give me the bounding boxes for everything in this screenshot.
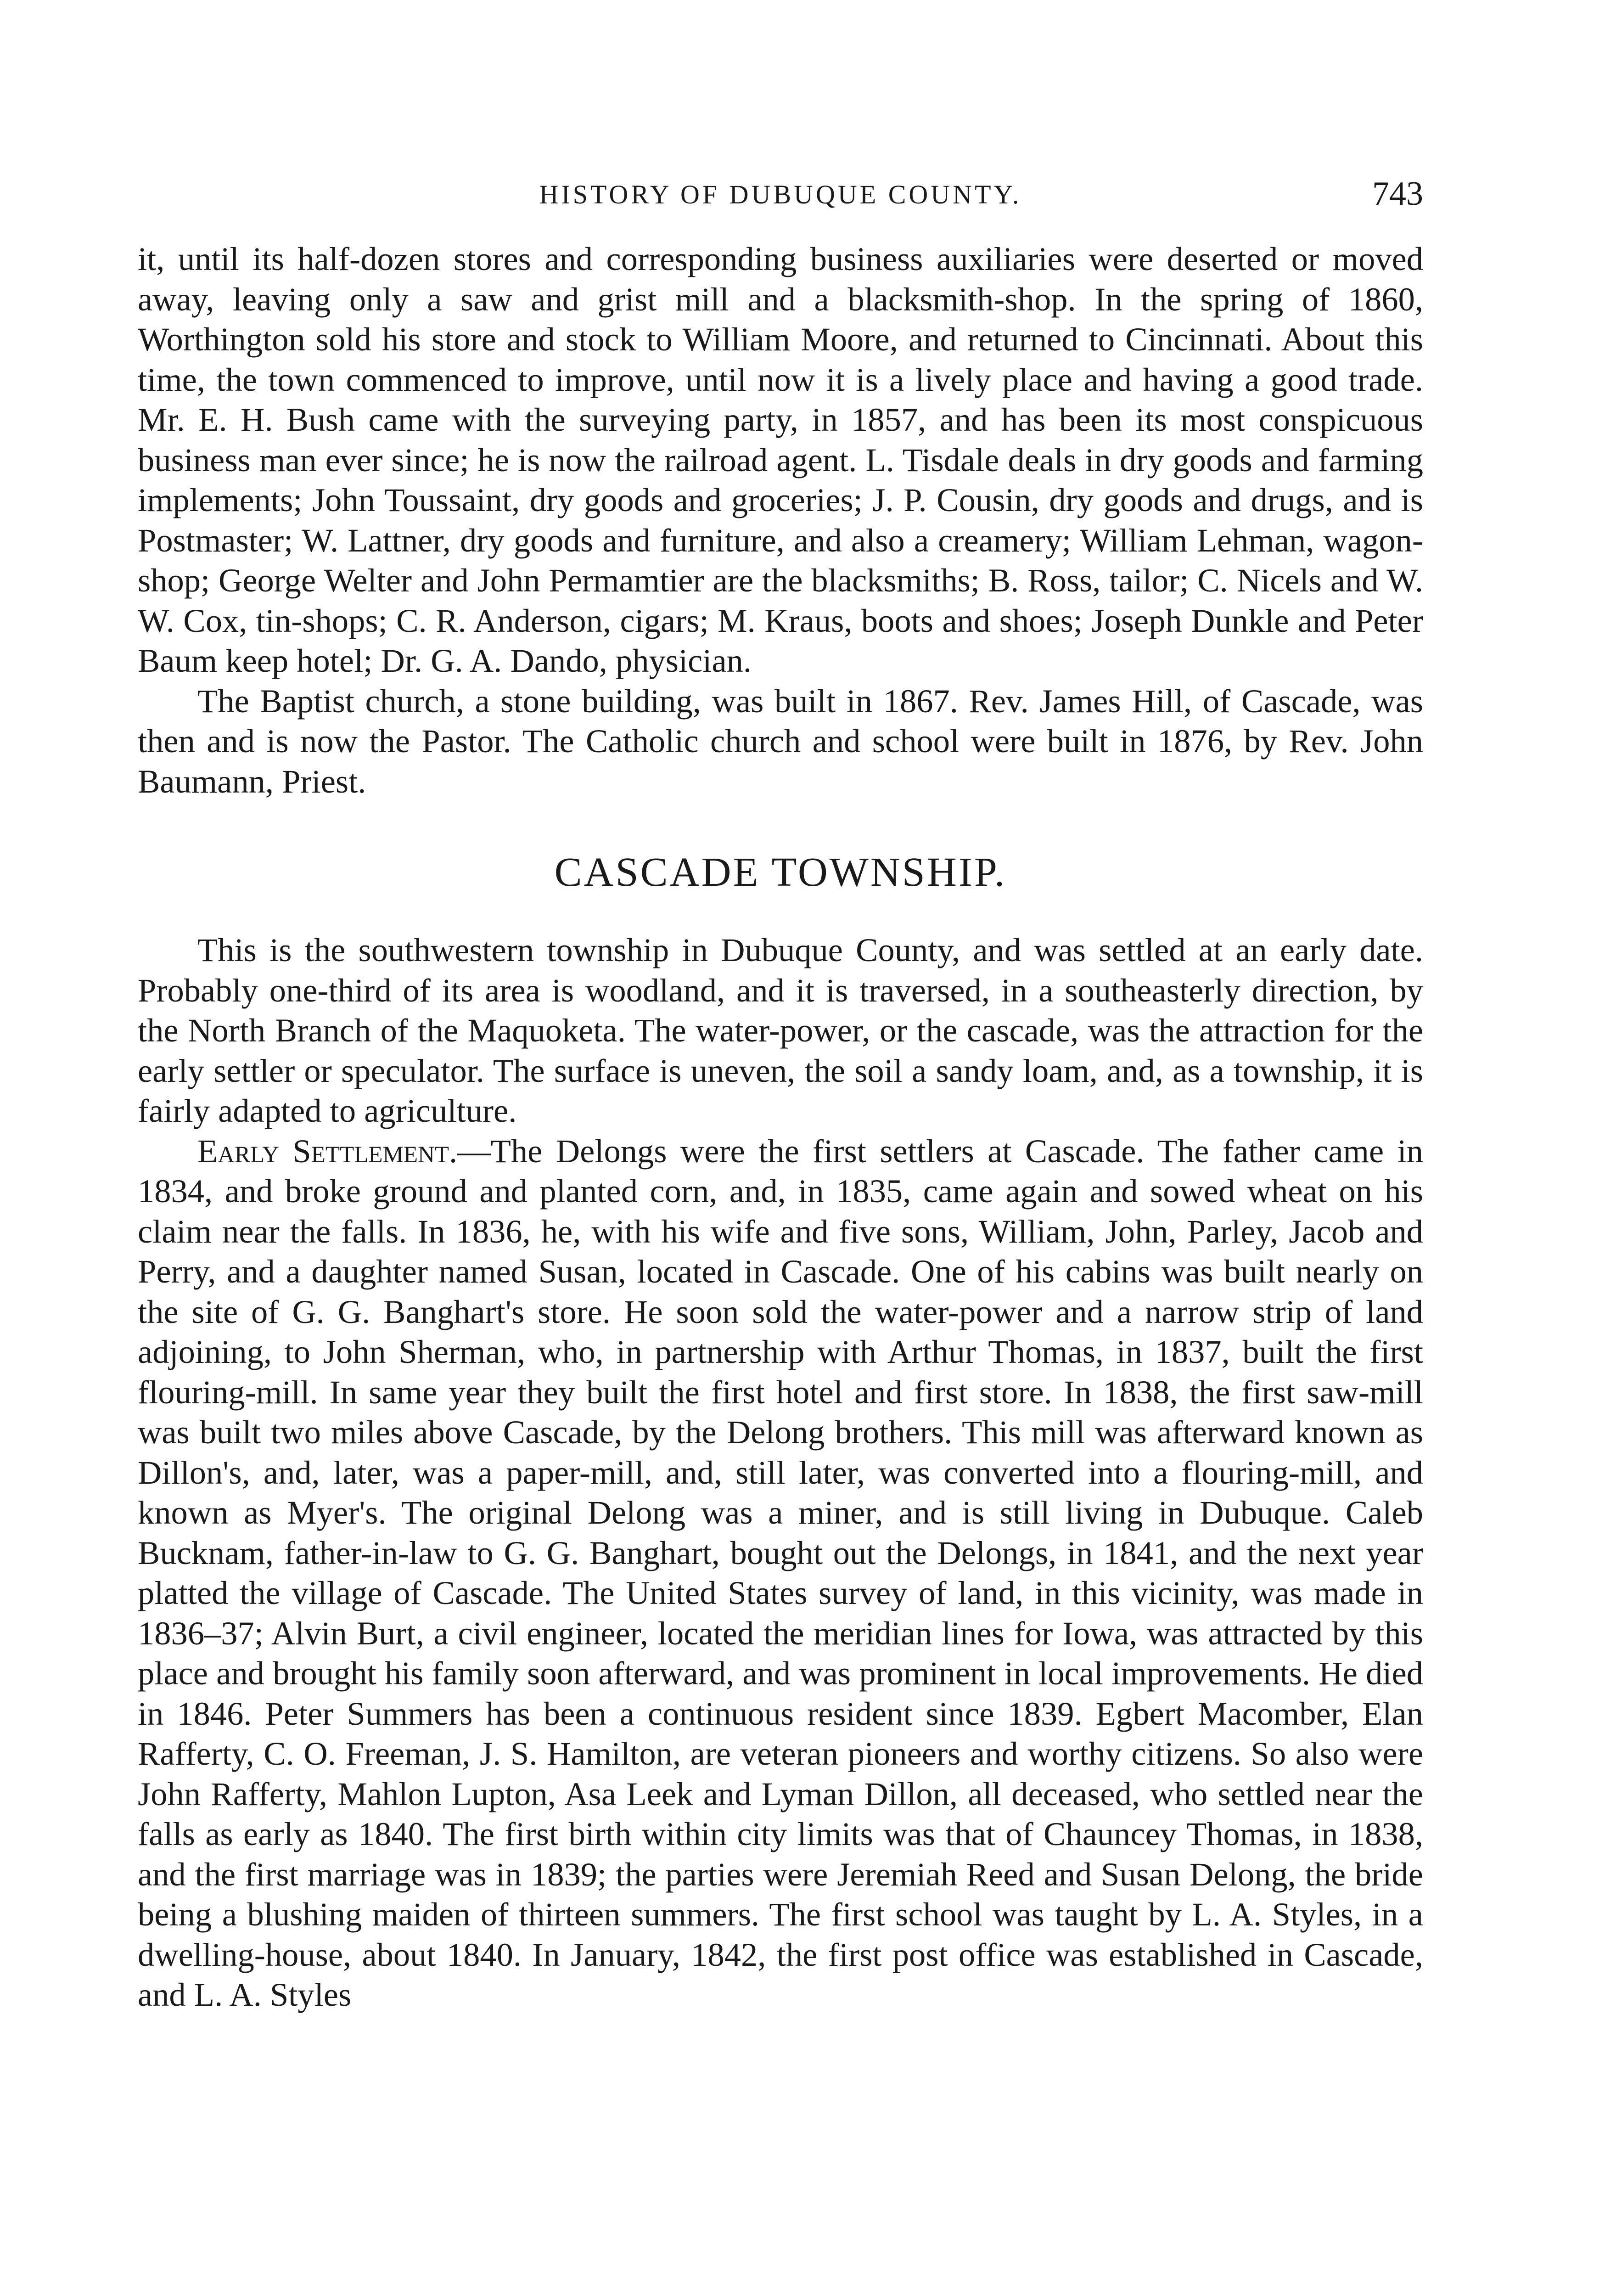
- early-settlement-text: —The Delongs were the first settlers at Cascade. The father came in 1834, and broke ground and planted corn, and, in 1835, came again and sowed wheat on his claim near the falls. In 1836, he, with his wife and five sons, William, John, Parley, Jacob and Perry, and a daughter named Susan, located in Cascade. One of his cabins was built nearly on the site of G. G. Banghart's store. He soon sold the water-power and a narrow strip of land adjoining, to John Sherman, who, in partnership with Arthur Thomas, in 1837, built the first flouring-mill. In same year they built the first hotel and first store. In 1838, the first saw-mill was built two miles above Cascade, by the Delong brothers. This mill was afterward known as Dillon's, and, later, was a paper-mill, and, still later, was converted into a flouring-mill, and known as Myer's. The original Delong was a miner, and is still living in Dubuque. Caleb Bucknam, father-in-law to G. G. Banghart, bought out the Delongs, in 1841, and the next year platted the village of Cascade. The United States survey of land, in this vicinity, was made in 1836–37; Alvin Burt, a civil engineer, located the meridian lines for Iowa, was attracted by this place and brought his family soon afterward, and was prominent in local improvements. He died in 1846. Peter Summers has been a continuous resident since 1839. Egbert Macomber, Elan Rafferty, C. O. Freeman, J. S. Hamilton, are veteran pioneers and worthy citizens. So also were John Rafferty, Mahlon Lupton, Asa Leek and Lyman Dillon, all deceased, who settled near the falls as early as 1840. The first birth within city limits was that of Chauncey Thomas, in 1838, and the first marriage was in 1839; the parties were Jeremiah Reed and Susan Delong, the bride being a blushing maiden of thirteen summers. The first school was taught by L. A. Styles, in a dwelling-house, about 1840. In January, 1842, the first post office was established in Cascade, and L. A. Styles: [138, 1132, 1423, 2013]
- book-page: [138, 174, 1423, 2015]
- paragraph-town-businesses: it, until its half-dozen stores and corresponding business auxiliaries were deserted or moved away, leaving only a saw and grist mill and a blacksmith-shop. In the spring of 1860, Worthington sold his store and stock to William Moore, and returned to Cincinnati. About this time, the town commenced to improve, until now it is a lively place and having a good trade. Mr. E. H. Bush came with the surveying party, in 1857, and has been its most conspicuous business man ever since; he is now the railroad agent. L. Tisdale deals in dry goods and farming implements; John Toussaint, dry goods and groceries; J. P. Cousin, dry goods and drugs, and is Postmaster; W. Lattner, dry goods and furniture, and also a creamery; William Lehman, wagon-shop; George Welter and John Permamtier are the blacksmiths; B. Ross, tailor; C. Nicels and W. W. Cox, tin-shops; C. R. Anderson, cigars; M. Kraus, boots and shoes; Joseph Dunkle and Peter Baum keep hotel; Dr. G. A. Dando, physician.: [138, 240, 1423, 679]
- paragraph-churches: The Baptist church, a stone building, was built in 1867. Rev. James Hill, of Cascade, was then and is now the Pastor. The Catholic church and school were built in 1876, by Rev. John Baumann, Priest.: [138, 682, 1423, 800]
- early-settlement-label: Early Settlement.: [197, 1132, 458, 1170]
- page-number: 743: [1372, 175, 1423, 213]
- running-header: [138, 174, 1423, 220]
- section-heading: CASCADE TOWNSHIP.: [554, 850, 1007, 895]
- paragraph-early-settlement: [138, 1131, 1423, 2015]
- running-title: HISTORY OF DUBUQUE COUNTY.: [539, 180, 1022, 209]
- paragraph-township-intro: This is the southwestern township in Dubuque County, and was settled at an early date. Probably one-third of its area is woodland, and it is traversed, in a southeasterly direction, by the North Branch of the Maquoketa. The water-power, or the cascade, was the attraction for the early settler or speculator. The surface is uneven, the soil a sandy loam, and, as a township, it is fairly adapted to agriculture.: [138, 931, 1423, 1129]
